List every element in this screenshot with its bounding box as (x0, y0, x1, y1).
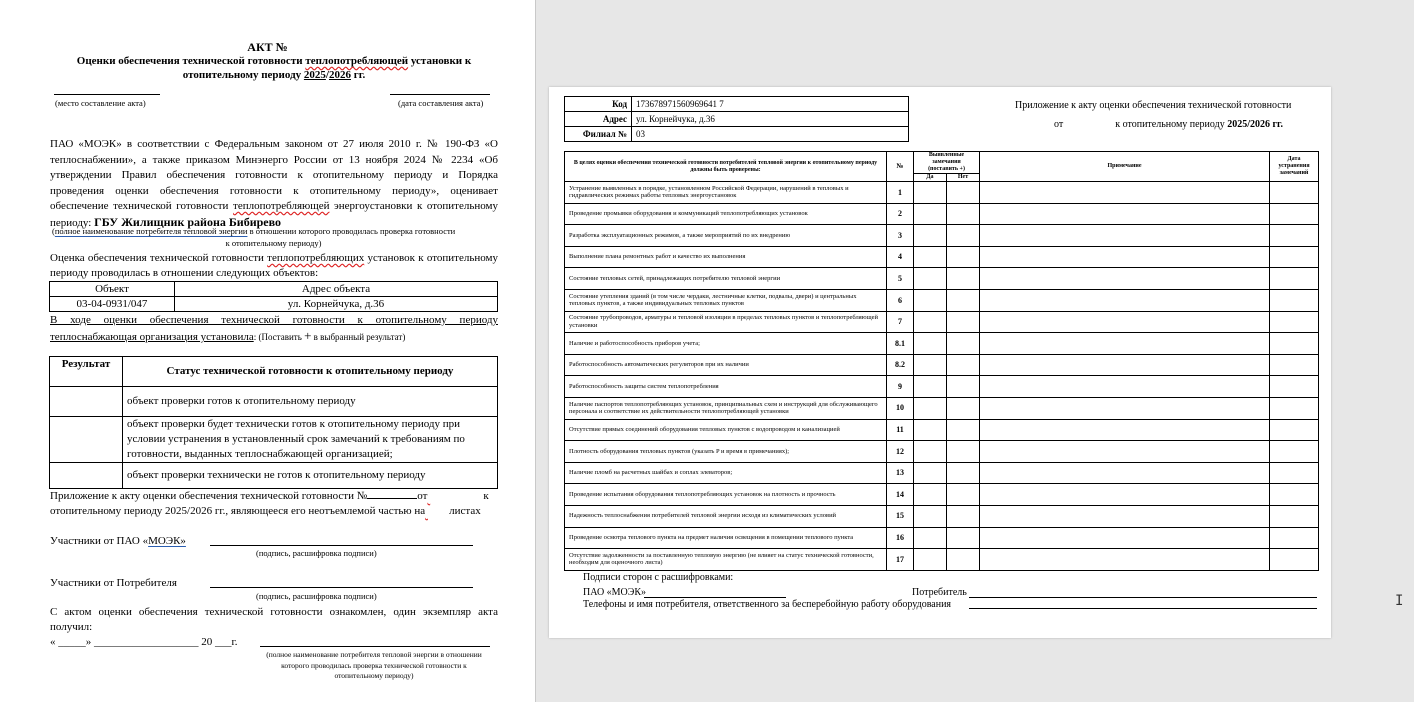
remark-yes-cell[interactable] (914, 462, 947, 484)
remark-yes-cell[interactable] (914, 527, 947, 549)
remark-no-cell[interactable] (947, 203, 980, 225)
remark-no-cell[interactable] (947, 268, 980, 290)
field-label: Адрес (565, 112, 632, 127)
check-item-text: Работоспособность защиты систем теплопотребления (565, 376, 887, 398)
participants-moek: Участники от ПАО «МОЭК» (50, 535, 186, 547)
table-row (565, 505, 1319, 527)
act-title: АКТ № (247, 40, 288, 54)
fix-date-cell[interactable] (1270, 268, 1319, 290)
date-caption: (дата составления акта) (398, 98, 484, 108)
table-row (565, 225, 1319, 247)
text-cursor-icon: I (1395, 593, 1404, 609)
remark-no-cell[interactable] (947, 376, 980, 398)
act-subtitle: Оценки обеспечения технической готовности теплопотребляющей установки к (76, 55, 472, 67)
check-item-text: Работоспособность автоматических регуляторов при их наличии (565, 354, 887, 376)
note-cell[interactable] (980, 441, 1270, 463)
note-cell[interactable] (980, 397, 1270, 419)
check-item-text: Плотность оборудования тепловых пунктов (указать P и время в примечаниях); (565, 441, 887, 463)
receipt-date: « _____» ___________________ 20 ___г. (50, 636, 238, 648)
check-item-number: 4 (887, 246, 914, 268)
remark-no-cell[interactable] (947, 549, 980, 571)
remark-no-cell[interactable] (947, 333, 980, 355)
signature-moek: ПАО «МОЭК» (583, 587, 647, 598)
act-subtitle-period: отопительному периоду 2025/2026 гг. (182, 69, 366, 81)
note-cell[interactable] (980, 376, 1270, 398)
fix-date-cell[interactable] (1270, 225, 1319, 247)
fix-date-cell[interactable] (1270, 462, 1319, 484)
note-cell[interactable] (980, 268, 1270, 290)
remark-no-cell[interactable] (947, 182, 980, 204)
table-row (565, 246, 1319, 268)
status-conditional: объект проверки будет технически готов к отопительному периоду при условии устранения в установленный срок замечаний к требованиям по готовности, выданных теплоснабжающей организацией; (123, 417, 498, 463)
intro-line-5: обеспечение технической готовности теплопотребляющей энергоустановки к отопительному (50, 200, 498, 212)
header-checks: В целях оценки обеспечения технической готовности потребителей тепловой энергии к отопительному периоду должны быть проверены: (565, 152, 887, 182)
objects-header-address: Адрес объекта (175, 282, 498, 297)
check-item-number: 6 (887, 289, 914, 311)
note-cell[interactable] (980, 311, 1270, 333)
result-intro: В ходе оценки обеспечения технической готовности к отопительному периоду теплоснабжающая организация установила: (Поставить + в выбранный результат) (50, 314, 498, 343)
table-row (565, 311, 1319, 333)
remark-yes-cell[interactable] (914, 549, 947, 571)
check-item-text: Состояние тепловых сетей, принадлежащих потребителю тепловой энергии (565, 268, 887, 290)
check-item-number: 7 (887, 311, 914, 333)
remark-yes-cell[interactable] (914, 397, 947, 419)
check-item-number: 8.2 (887, 354, 914, 376)
intro-line-1: ПАО «МОЭК» в соответствии с Федеральным законом от 27 июля 2010 г. № 190-ФЗ «О (50, 138, 498, 150)
signature-consumer-line (969, 597, 1317, 598)
remark-no-cell[interactable] (947, 484, 980, 506)
participants-consumer: Участники от Потребителя (50, 577, 177, 589)
check-item-text: Отсутствие задолженности за поставленную тепловую энергию (не влияет на статус технической готовности, необходим для оценочного листа) (565, 549, 887, 571)
table-row (565, 333, 1319, 355)
appendix-subtitle: от к отопительному периоду 2025/2026 гг. (1054, 119, 1283, 130)
check-item-text: Проведение осмотра теплового пункта на предмет наличия освещения в помещении теплового пункта (565, 527, 887, 549)
table-row (565, 441, 1319, 463)
note-cell[interactable] (980, 419, 1270, 441)
result-header-row (50, 357, 498, 387)
consumer-name: ГБУ Жилищник района Бибирево (94, 214, 282, 229)
check-item-number: 11 (887, 419, 914, 441)
note-cell[interactable] (980, 527, 1270, 549)
table-row (565, 376, 1319, 398)
check-item-number: 8.1 (887, 333, 914, 355)
fix-date-cell[interactable] (1270, 527, 1319, 549)
signature-phones: Телефоны и имя потребителя, ответственного за бесперебойную работу оборудования (583, 599, 952, 610)
fix-date-cell[interactable] (1270, 505, 1319, 527)
check-item-text: Состояние утепления зданий (в том числе чердаки, лестничные клетки, подвалы, двери) и центральных тепловых пунктов, а также индивидуальных тепловых пунктов (565, 289, 887, 311)
status-header: Статус технической готовности к отопительному периоду (123, 357, 498, 387)
table-row (565, 354, 1319, 376)
signature-line-consumer (210, 587, 473, 588)
check-item-number: 10 (887, 397, 914, 419)
intro-line-6: периоду: ГБУ Жилищник района Бибирево (50, 214, 282, 229)
remark-no-cell[interactable] (947, 246, 980, 268)
remark-no-cell[interactable] (947, 225, 980, 247)
check-item-text: Отсутствие прямых соединений оборудования тепловых пунктов с водопроводом и канализацией (565, 419, 887, 441)
appendix-line-2: отопительному периоду 2025/2026 гг., являющееся его неотъемлемой частью на листах (50, 505, 481, 517)
objects-intro: Оценка обеспечения технической готовности теплопотребляющих установок к отопительному периоду проводилась в отношении следующих объектов: (50, 252, 498, 279)
table-row (565, 549, 1319, 571)
check-item-number: 1 (887, 182, 914, 204)
header-remarks: Выявленные замечания (поставить +) (914, 152, 980, 174)
fix-date-cell[interactable] (1270, 441, 1319, 463)
table-row (50, 387, 498, 417)
date-line-top (390, 94, 490, 95)
remark-no-cell[interactable] (947, 397, 980, 419)
header-yes: Да (914, 174, 947, 182)
check-item-number: 9 (887, 376, 914, 398)
intro-paragraph (50, 137, 498, 231)
consumer-caption-2: к отопительному периоду) (225, 238, 322, 248)
remark-yes-cell[interactable] (914, 246, 947, 268)
result-header: Результат (50, 357, 123, 387)
note-cell[interactable] (980, 333, 1270, 355)
remark-yes-cell[interactable] (914, 311, 947, 333)
note-cell[interactable] (980, 289, 1270, 311)
header-no: Нет (947, 174, 980, 182)
fix-date-cell[interactable] (1270, 354, 1319, 376)
field-code (565, 97, 909, 112)
remark-no-cell[interactable] (947, 527, 980, 549)
check-item-text: Наличие пломб на расчетных шайбах и соплах элеваторов; (565, 462, 887, 484)
result-checkbox-cell[interactable] (50, 417, 123, 463)
table-row (50, 297, 498, 312)
table-row (565, 268, 1319, 290)
header-fix-date: Дата устранения замечаний (1270, 152, 1319, 182)
fix-date-cell[interactable] (1270, 376, 1319, 398)
fix-date-cell[interactable] (1270, 311, 1319, 333)
check-item-text: Разработка эксплуатационных режимов, а также мероприятий по их внедрению (565, 225, 887, 247)
objects-header-row (50, 282, 498, 297)
check-item-number: 17 (887, 549, 914, 571)
remark-yes-cell[interactable] (914, 354, 947, 376)
note-cell[interactable] (980, 182, 1270, 204)
check-item-text: Устранение выявленных в порядке, установленном Российской Федерации, нарушений в тепловых и гидравлических режимах работы тепловых энергоустановок (565, 182, 887, 204)
check-item-text: Надежность теплоснабжения потребителей тепловой энергии исходя из климатических условий (565, 505, 887, 527)
signature-consumer: Потребитель (912, 587, 967, 598)
remark-no-cell[interactable] (947, 419, 980, 441)
fix-date-cell[interactable] (1270, 419, 1319, 441)
appendix-title: Приложение к акту оценки обеспечения технической готовности (1015, 100, 1292, 111)
page-divider (535, 0, 536, 702)
field-value: 03 (632, 127, 909, 142)
remark-yes-cell[interactable] (914, 333, 947, 355)
check-item-number: 13 (887, 462, 914, 484)
signature-line-moek (210, 545, 473, 546)
status-not-ready: объект проверки технически не готов к отопительному периоду (123, 463, 498, 489)
fix-date-cell[interactable] (1270, 397, 1319, 419)
note-cell[interactable] (980, 549, 1270, 571)
signature-caption-moek: (подпись, расшифровка подписи) (256, 548, 377, 558)
intro-line-2: теплоснабжении», а также приказом Минэнерго России от 13 ноября 2024 № 2234 «Об (50, 153, 498, 166)
checklist-table (564, 151, 1319, 571)
fix-date-cell[interactable] (1270, 549, 1319, 571)
header-note: Примечание (980, 152, 1270, 182)
table-row (565, 203, 1319, 225)
table-row (565, 419, 1319, 441)
signature-caption-consumer: (подпись, расшифровка подписи) (256, 591, 377, 601)
note-cell[interactable] (980, 225, 1270, 247)
result-checkbox-cell[interactable] (50, 463, 123, 489)
note-cell[interactable] (980, 354, 1270, 376)
header-fields-table (564, 96, 909, 142)
table-row (565, 397, 1319, 419)
header-number: № (887, 152, 914, 182)
place-caption: (место составление акта) (55, 98, 146, 108)
field-label: Код (565, 97, 632, 112)
remark-yes-cell[interactable] (914, 182, 947, 204)
place-line (54, 94, 160, 95)
objects-header-object: Объект (50, 282, 175, 297)
acknowledgement: С актом оценки обеспечения технической готовности ознакомлен, один экземпляр акта получил: (50, 606, 498, 633)
remark-yes-cell[interactable] (914, 441, 947, 463)
field-branch (565, 127, 909, 142)
fix-date-cell[interactable] (1270, 203, 1319, 225)
consumer-caption: (полное наименование потребителя тепловой энергии в отношении которого проводилась проверка готовности (52, 226, 456, 236)
object-address: ул. Корнейчука, д.36 (175, 297, 498, 312)
fix-date-cell[interactable] (1270, 333, 1319, 355)
note-cell[interactable] (980, 505, 1270, 527)
status-ready: объект проверки готов к отопительному периоду (123, 387, 498, 417)
document-page-act (0, 0, 535, 702)
remark-no-cell[interactable] (947, 441, 980, 463)
remark-yes-cell[interactable] (914, 484, 947, 506)
remark-no-cell[interactable] (947, 462, 980, 484)
remark-yes-cell[interactable] (914, 268, 947, 290)
check-item-text: Проведение испытания оборудования теплопотребляющих установок на плотность и прочность (565, 484, 887, 506)
check-item-number: 16 (887, 527, 914, 549)
remark-no-cell[interactable] (947, 311, 980, 333)
table-row (50, 417, 498, 463)
remark-yes-cell[interactable] (914, 505, 947, 527)
fix-date-cell[interactable] (1270, 182, 1319, 204)
check-item-number: 12 (887, 441, 914, 463)
field-address (565, 112, 909, 127)
table-row (565, 462, 1319, 484)
checklist-header-row (565, 152, 1319, 174)
appendix-line-1: Приложение к акту оценки обеспечения технической готовности № от к (50, 490, 489, 502)
signature-moek-line (644, 597, 786, 598)
check-item-number: 5 (887, 268, 914, 290)
objects-table (49, 281, 498, 312)
check-item-text: Состояние трубопроводов, арматуры и тепловой изоляции в пределах тепловых пунктов и теплопотребляющей установки (565, 311, 887, 333)
remark-yes-cell[interactable] (914, 289, 947, 311)
check-item-text: Наличие и работоспособность приборов учета; (565, 333, 887, 355)
check-item-number: 15 (887, 505, 914, 527)
signatures-title: Подписи сторон с расшифровками: (583, 572, 734, 583)
remark-yes-cell[interactable] (914, 225, 947, 247)
remark-no-cell[interactable] (947, 354, 980, 376)
receipt-name-line (260, 646, 490, 647)
field-label: Филиал № (565, 127, 632, 142)
field-value: ул. Корнейчука, д.36 (632, 112, 909, 127)
table-row (50, 463, 498, 489)
check-item-number: 14 (887, 484, 914, 506)
check-item-text: Выполнение плана ремонтных работ и качество их выполнения (565, 246, 887, 268)
note-cell[interactable] (980, 462, 1270, 484)
check-item-text: Проведение промывки оборудования и коммуникаций теплопотребляющих установок (565, 203, 887, 225)
field-value: 173678971560969641 7 (632, 97, 909, 112)
remark-no-cell[interactable] (947, 289, 980, 311)
note-cell[interactable] (980, 246, 1270, 268)
table-row (565, 484, 1319, 506)
result-checkbox-cell[interactable] (50, 387, 123, 417)
remark-no-cell[interactable] (947, 505, 980, 527)
intro-line-3: утверждении Правил обеспечения готовности к отопительному периоду и Порядка (50, 169, 498, 181)
result-table (49, 356, 498, 489)
receipt-caption: (полное наименование потребителя тепловой энергии в отношении которого проводилась проверка технической готовности к отопительному периоду) (266, 650, 482, 680)
check-item-number: 2 (887, 203, 914, 225)
note-cell[interactable] (980, 203, 1270, 225)
remark-yes-cell[interactable] (914, 376, 947, 398)
fix-date-cell[interactable] (1270, 289, 1319, 311)
intro-line-4: проведения оценки обеспечения готовности к отопительному периоду», оценивает (50, 184, 498, 197)
document-page-appendix (549, 87, 1331, 638)
signature-phones-line (969, 608, 1317, 609)
remark-yes-cell[interactable] (914, 203, 947, 225)
object-code: 03-04-0931/047 (50, 297, 175, 312)
table-row (565, 182, 1319, 204)
table-row (565, 527, 1319, 549)
fix-date-cell[interactable] (1270, 484, 1319, 506)
check-item-text: Наличие паспортов теплопотребляющих установок, принципиальных схем и инструкций для обслуживающего персонала и соответствие их действительности теплопотребляющей установки (565, 397, 887, 419)
note-cell[interactable] (980, 484, 1270, 506)
remark-yes-cell[interactable] (914, 419, 947, 441)
fix-date-cell[interactable] (1270, 246, 1319, 268)
table-row (565, 289, 1319, 311)
check-item-number: 3 (887, 225, 914, 247)
